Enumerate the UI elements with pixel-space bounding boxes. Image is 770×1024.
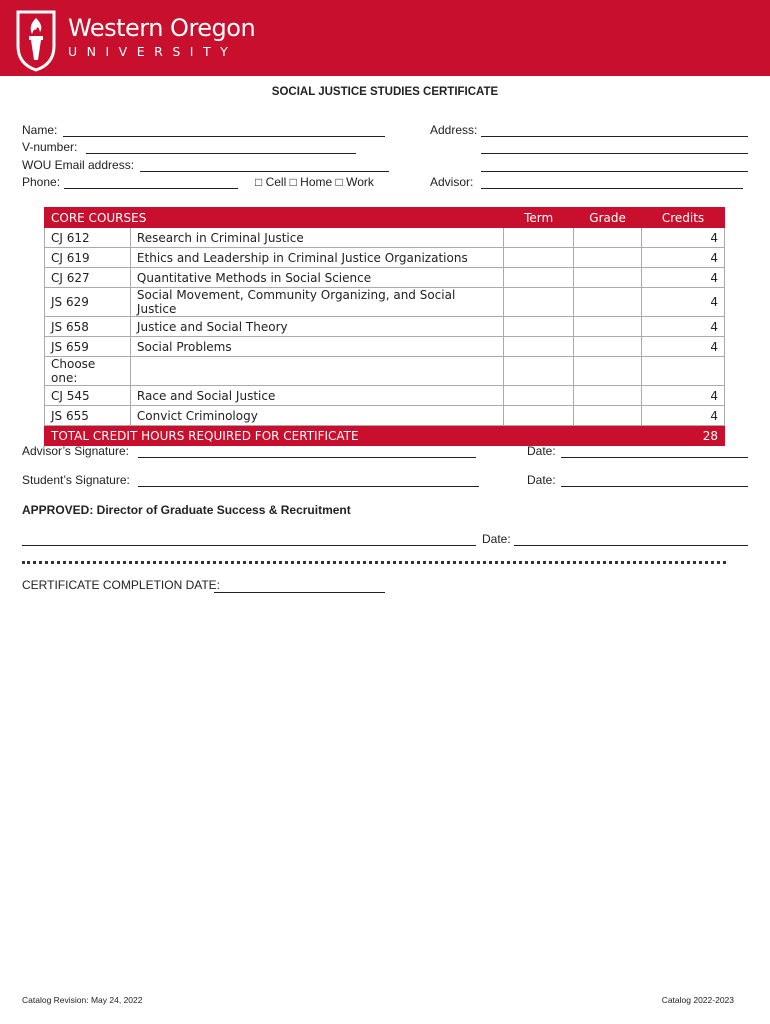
grade-header: Grade [574,208,642,228]
credits-cell: 4 [642,248,725,268]
email-label: WOU Email address: [22,158,135,172]
name-field[interactable] [63,136,385,137]
credits-cell: 4 [642,386,725,406]
student-date-label: Date: [527,473,556,487]
course-code: CJ 545 [45,386,131,406]
credits-header: Credits [642,208,725,228]
table-row [45,268,725,288]
grade-cell[interactable] [574,248,642,268]
total-credits: 28 [642,426,725,446]
completion-date-field[interactable] [214,592,385,593]
table-row [45,386,725,406]
vnumber-label: V-number: [22,140,78,154]
address-field-2[interactable] [481,153,748,154]
course-code: JS 629 [45,288,131,317]
phone-type-checkboxes[interactable]: □ Cell □ Home □ Work [255,175,374,189]
address-field-3[interactable] [481,171,748,172]
term-cell[interactable] [504,288,574,317]
term-cell[interactable] [504,357,574,386]
course-title: Research in Criminal Justice [130,228,503,248]
table-row [45,248,725,268]
address-label: Address: [430,123,478,137]
table-row [45,288,725,317]
term-cell[interactable] [504,248,574,268]
address-field-1[interactable] [481,136,748,137]
course-code: CJ 627 [45,268,131,288]
credits-cell: 4 [642,288,725,317]
advisor-date-field[interactable] [561,457,748,458]
student-date-field[interactable] [561,486,748,487]
catalog-year: Catalog 2022-2023 [661,995,734,1005]
course-code: Choose one: [45,357,131,386]
phone-field[interactable] [64,188,238,189]
director-signature-field[interactable] [22,545,476,546]
grade-cell[interactable] [574,288,642,317]
student-signature-field[interactable] [138,486,479,487]
course-title: Race and Social Justice [130,386,503,406]
advisor-date-label: Date: [527,444,556,458]
university-name: Western Oregon [68,14,256,42]
course-table [44,207,725,446]
course-code: JS 658 [45,317,131,337]
email-field[interactable] [140,171,389,172]
table-row [45,317,725,337]
table-row [45,357,725,386]
term-cell[interactable] [504,317,574,337]
credits-cell: 4 [642,228,725,248]
total-label: TOTAL CREDIT HOURS REQUIRED FOR CERTIFICATE [45,426,504,446]
page-title: SOCIAL JUSTICE STUDIES CERTIFICATE [271,86,499,98]
course-title [130,357,503,386]
torch-shield-logo-icon [14,6,58,72]
course-title: Ethics and Leadership in Criminal Justice Organizations [130,248,503,268]
table-row [45,228,725,248]
credits-cell: 4 [642,268,725,288]
director-date-field[interactable] [514,545,748,546]
term-header: Term [504,208,574,228]
grade-cell[interactable] [574,357,642,386]
approved-label: APPROVED: Director of Graduate Success & Recruitment [22,503,351,517]
credits-cell: 4 [642,337,725,357]
advisor-signature-field[interactable] [138,457,476,458]
course-title: Quantitative Methods in Social Science [130,268,503,288]
table-row [45,406,725,426]
student-signature-label: Student’s Signature: [22,473,130,487]
phone-label: Phone: [22,175,61,189]
university-subname: UNIVERSITY [68,44,238,59]
credits-cell [642,357,725,386]
course-code: JS 655 [45,406,131,426]
director-date-label: Date: [482,532,511,546]
course-title: Social Problems [130,337,503,357]
grade-cell[interactable] [574,228,642,248]
name-label: Name: [22,123,58,137]
term-cell[interactable] [504,268,574,288]
table-row [45,337,725,357]
university-header [0,0,770,76]
dotted-separator [22,561,726,564]
course-code: JS 659 [45,337,131,357]
advisor-label: Advisor: [430,175,474,189]
grade-cell[interactable] [574,317,642,337]
catalog-revision: Catalog Revision: May 24, 2022 [22,995,143,1005]
course-title: Justice and Social Theory [130,317,503,337]
completion-date-label: CERTIFICATE COMPLETION DATE: [22,578,221,592]
core-courses-header: CORE COURSES [45,208,504,228]
course-title: Convict Criminology [130,406,503,426]
grade-cell[interactable] [574,337,642,357]
table-header-row [45,208,725,228]
course-code: CJ 612 [45,228,131,248]
grade-cell[interactable] [574,268,642,288]
course-code: CJ 619 [45,248,131,268]
course-title: Social Movement, Community Organizing, and Social Justice [130,288,503,317]
credits-cell: 4 [642,406,725,426]
advisor-signature-label: Advisor’s Signature: [22,444,129,458]
credits-cell: 4 [642,317,725,337]
term-cell[interactable] [504,337,574,357]
term-cell[interactable] [504,228,574,248]
advisor-field[interactable] [481,188,743,189]
term-cell[interactable] [504,386,574,406]
total-row [45,426,725,446]
grade-cell[interactable] [574,406,642,426]
vnumber-field[interactable] [86,153,356,154]
grade-cell[interactable] [574,386,642,406]
term-cell[interactable] [504,406,574,426]
